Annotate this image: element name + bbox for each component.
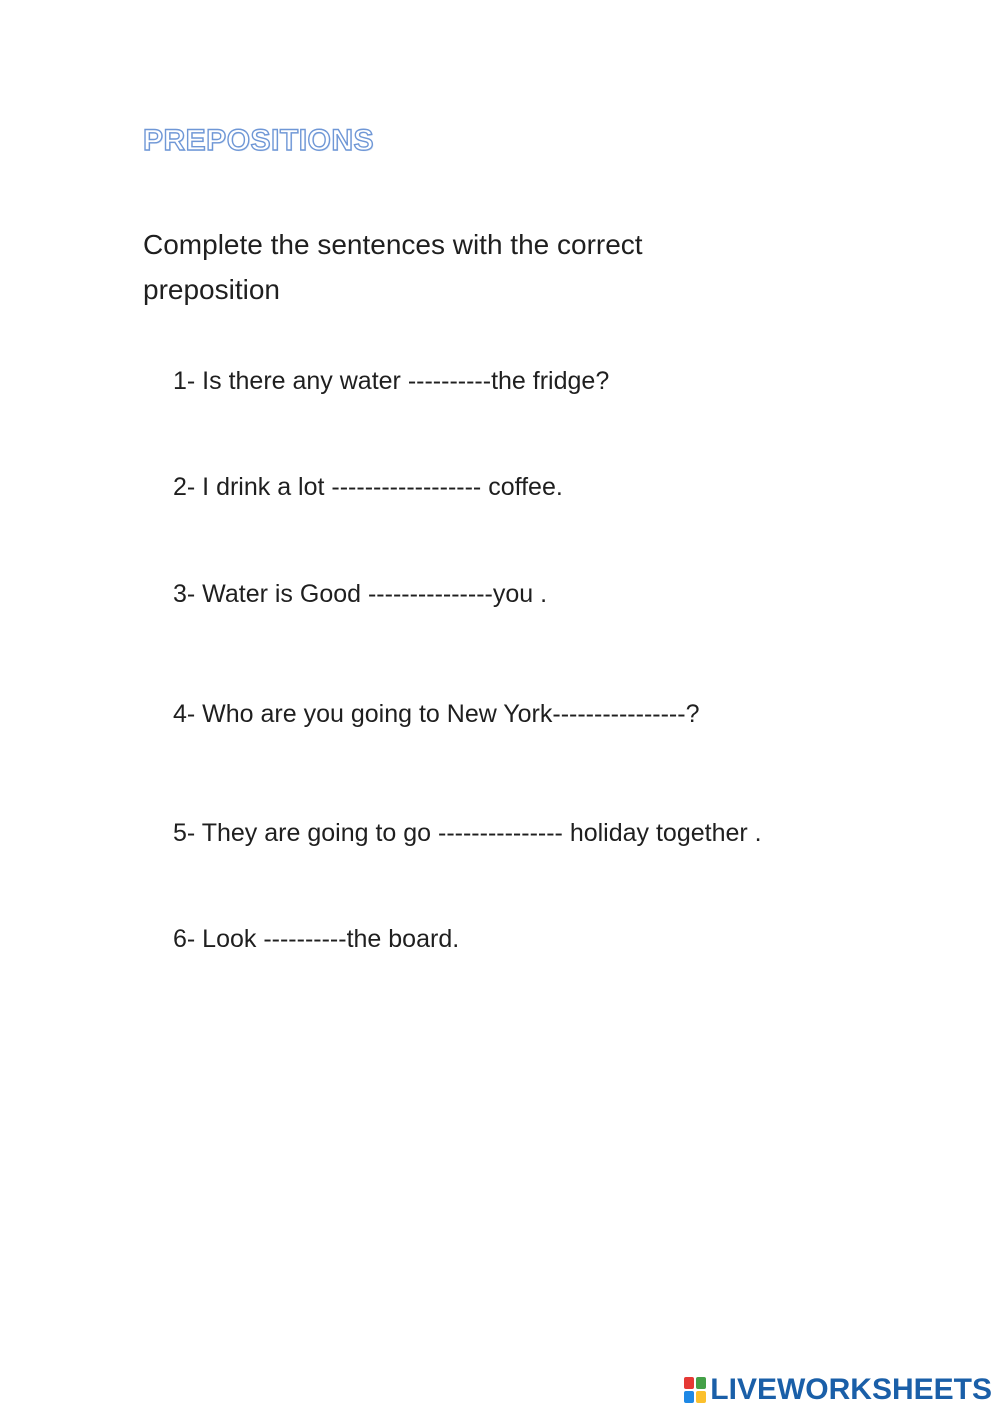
- logo-square-yellow: [696, 1391, 706, 1403]
- sentence-1: 1- Is there any water ----------the fridge?: [173, 367, 610, 395]
- page-title: PREPOSITIONS: [143, 124, 375, 157]
- logo-square-blue: [684, 1391, 694, 1403]
- logo-text: LIVEWORKSHEETS: [710, 1373, 992, 1406]
- sentence-3: 3- Water is Good ---------------you .: [173, 580, 548, 608]
- sentence-4: 4- Who are you going to New York----------------?: [173, 700, 700, 728]
- logo-square-green: [696, 1377, 706, 1389]
- sentence-2: 2- I drink a lot ------------------ coffee.: [173, 473, 563, 501]
- liveworksheets-logo-icon: [684, 1377, 706, 1403]
- sentence-6: 6- Look ----------the board.: [173, 925, 460, 953]
- instructions-text: Complete the sentences with the correct preposition: [143, 229, 643, 305]
- logo-square-red: [684, 1377, 694, 1389]
- sentence-5: 5- They are going to go --------------- holiday together .: [173, 819, 762, 847]
- liveworksheets-logo: [684, 1375, 992, 1405]
